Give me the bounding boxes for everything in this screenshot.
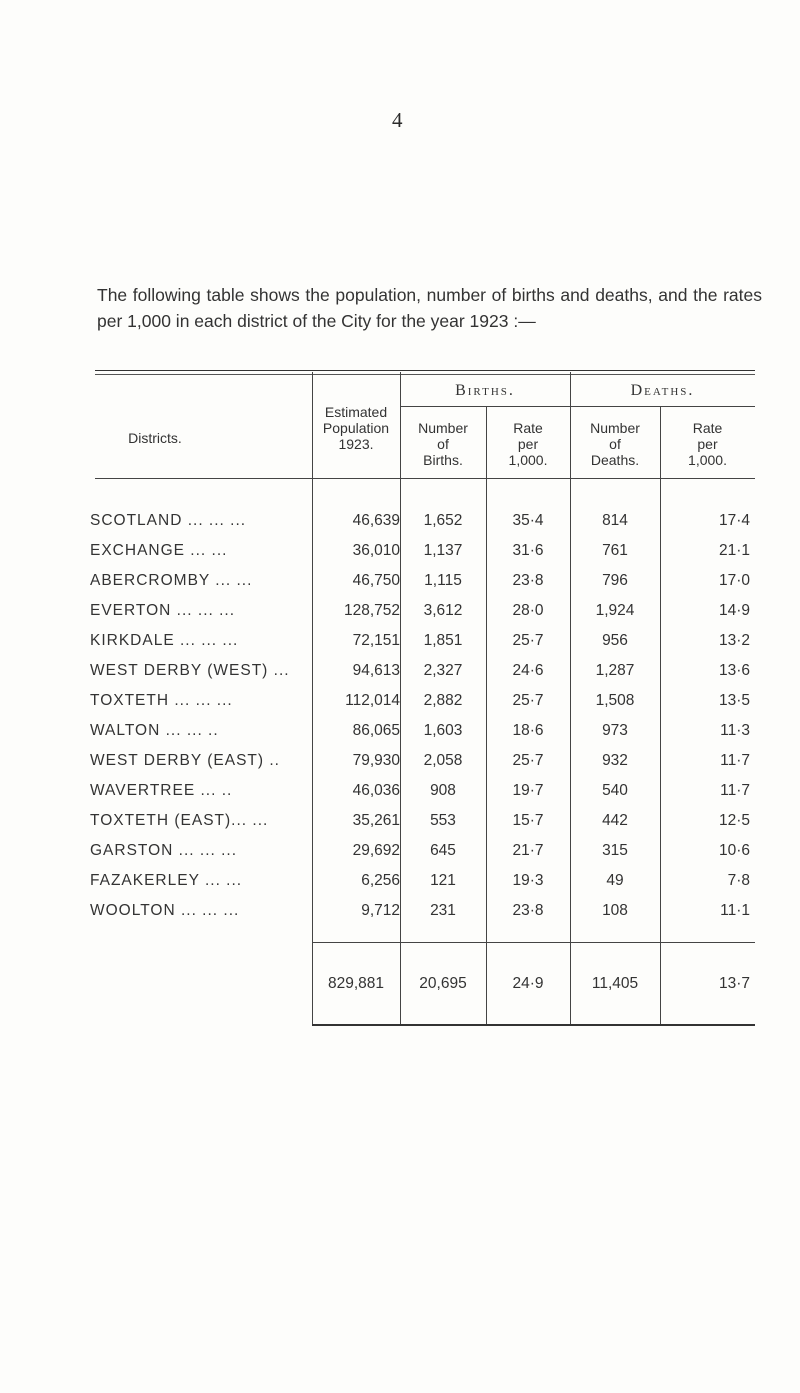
deaths-cell: 315 — [602, 842, 628, 859]
table-row — [0, 782, 800, 802]
birth-rate-cell: 31·6 — [512, 542, 544, 559]
death-rate-cell: 11·3 — [720, 722, 750, 739]
death-rate-cell: 17·4 — [718, 512, 750, 529]
death-rate-cell: 7·8 — [727, 872, 750, 889]
population-cell: 35,261 — [352, 812, 400, 829]
table-top-rule — [95, 370, 755, 371]
birth-rate-cell: 23·8 — [512, 902, 544, 919]
births-cell: 2,058 — [423, 752, 463, 769]
births-cell: 1,137 — [423, 542, 463, 559]
population-cell: 36,010 — [352, 542, 400, 559]
header-bottom-rule — [95, 478, 755, 479]
col-line-5 — [660, 406, 661, 1024]
district-name: EVERTON ... ... ... — [90, 602, 236, 619]
totals-row — [0, 975, 800, 995]
district-name: SCOTLAND ... ... ... — [90, 512, 247, 529]
deaths-cell: 814 — [602, 512, 628, 529]
births-cell: 645 — [430, 842, 456, 859]
population-cell: 46,036 — [352, 782, 400, 799]
table-row — [0, 722, 800, 742]
death-rate-cell: 17·0 — [718, 572, 750, 589]
district-name: KIRKDALE ... ... ... — [90, 632, 239, 649]
death-rate-cell: 11·7 — [720, 782, 750, 799]
table-row — [0, 902, 800, 922]
death-rate-cell: 14·9 — [718, 602, 750, 619]
births-cell: 1,851 — [423, 632, 463, 649]
district-name: GARSTON ... ... ... — [90, 842, 238, 859]
births-cell: 2,882 — [423, 692, 463, 709]
district-name: TOXTETH (EAST)... ... — [90, 812, 269, 829]
header-population: Estimated Population 1923. — [322, 404, 390, 452]
deaths-cell: 973 — [602, 722, 628, 739]
total-births: 20,695 — [419, 975, 467, 992]
district-name: WALTON ... ... .. — [90, 722, 219, 739]
table-top-rule-inner — [95, 374, 755, 375]
population-cell: 128,752 — [343, 602, 400, 619]
death-rate-cell: 10·6 — [718, 842, 750, 859]
col-line-3 — [486, 406, 487, 1024]
population-cell: 29,692 — [352, 842, 400, 859]
births-cell: 1,603 — [423, 722, 463, 739]
births-cell: 553 — [430, 812, 456, 829]
death-rate-cell: 11·1 — [720, 902, 750, 919]
population-cell: 79,930 — [352, 752, 400, 769]
births-cell: 121 — [430, 872, 456, 889]
header-birth-rate: Rate per 1,000. — [508, 420, 548, 468]
population-cell: 86,065 — [352, 722, 400, 739]
births-cell: 3,612 — [423, 602, 463, 619]
deaths-group-rule — [570, 406, 755, 407]
table-row — [0, 872, 800, 892]
population-cell: 46,750 — [352, 572, 400, 589]
deaths-cell: 796 — [602, 572, 628, 589]
table-row — [0, 632, 800, 652]
header-births-group: Births. — [455, 382, 515, 399]
header-districts: Districts. — [128, 430, 182, 446]
population-cell: 94,613 — [352, 662, 400, 679]
death-rate-cell: 21·1 — [718, 542, 750, 559]
births-cell: 908 — [430, 782, 456, 799]
table-row — [0, 692, 800, 712]
total-death-rate: 13·7 — [718, 975, 750, 992]
table-row — [0, 602, 800, 622]
deaths-cell: 932 — [602, 752, 628, 769]
page-number: 4 — [392, 108, 403, 132]
table-row — [0, 752, 800, 772]
district-name: FAZAKERLEY ... ... — [90, 872, 243, 889]
deaths-cell: 540 — [602, 782, 628, 799]
deaths-cell: 1,508 — [595, 692, 635, 709]
table-row — [0, 662, 800, 682]
district-name: TOXTETH ... ... ... — [90, 692, 233, 709]
birth-rate-cell: 25·7 — [512, 632, 544, 649]
population-cell: 9,712 — [361, 902, 400, 919]
table-row — [0, 512, 800, 532]
births-cell: 1,115 — [424, 572, 462, 589]
district-name: EXCHANGE ... ... — [90, 542, 228, 559]
death-rate-cell: 13·5 — [718, 692, 750, 709]
births-cell: 2,327 — [423, 662, 463, 679]
population-cell: 6,256 — [361, 872, 400, 889]
table-row — [0, 812, 800, 832]
birth-rate-cell: 15·7 — [512, 812, 544, 829]
header-number-births: Number of Births. — [418, 420, 468, 468]
death-rate-cell: 13·6 — [718, 662, 750, 679]
deaths-cell: 49 — [606, 872, 624, 889]
birth-rate-cell: 28·0 — [512, 602, 544, 619]
birth-rate-cell: 21·7 — [512, 842, 544, 859]
population-cell: 72,151 — [352, 632, 400, 649]
total-birth-rate: 24·9 — [512, 975, 544, 992]
births-group-rule — [400, 406, 570, 407]
total-population: 829,881 — [327, 975, 385, 992]
header-number-deaths: Number of Deaths. — [590, 420, 640, 468]
deaths-cell: 1,287 — [595, 662, 635, 679]
intro-paragraph: The following table shows the population, number of births and deaths, and the rates per 1,000 in each district of the City for the year 1923 :— — [97, 285, 762, 331]
deaths-cell: 108 — [602, 902, 628, 919]
header-death-rate: Rate per 1,000. — [688, 420, 727, 468]
table-row — [0, 572, 800, 592]
birth-rate-cell: 25·7 — [512, 692, 544, 709]
deaths-cell: 1,924 — [595, 602, 635, 619]
deaths-cell: 761 — [602, 542, 628, 559]
deaths-cell: 956 — [602, 632, 628, 649]
district-name: ABERCROMBY ... ... — [90, 572, 253, 589]
birth-rate-cell: 24·6 — [512, 662, 544, 679]
totals-bottom-rule — [312, 1024, 755, 1026]
totals-top-rule — [312, 942, 755, 943]
district-name: WAVERTREE ... .. — [90, 782, 233, 799]
birth-rate-cell: 18·6 — [512, 722, 544, 739]
table-row — [0, 542, 800, 562]
table-row — [0, 842, 800, 862]
birth-rate-cell: 23·8 — [512, 572, 544, 589]
birth-rate-cell: 19·7 — [512, 782, 544, 799]
births-cell: 1,652 — [423, 512, 463, 529]
death-rate-cell: 12·5 — [718, 812, 750, 829]
births-cell: 231 — [430, 902, 456, 919]
birth-rate-cell: 25·7 — [512, 752, 544, 769]
district-name: WEST DERBY (WEST) ... — [90, 662, 290, 679]
birth-rate-cell: 19·3 — [512, 872, 544, 889]
birth-rate-cell: 35·4 — [512, 512, 544, 529]
death-rate-cell: 11·7 — [720, 752, 750, 769]
death-rate-cell: 13·2 — [718, 632, 750, 649]
population-cell: 112,014 — [345, 692, 400, 709]
population-cell: 46,639 — [352, 512, 400, 529]
district-name: WEST DERBY (EAST) .. — [90, 752, 280, 769]
header-deaths-group: Deaths. — [630, 382, 695, 399]
district-name: WOOLTON ... ... ... — [90, 902, 240, 919]
deaths-cell: 442 — [602, 812, 628, 829]
total-deaths: 11,405 — [591, 975, 639, 992]
